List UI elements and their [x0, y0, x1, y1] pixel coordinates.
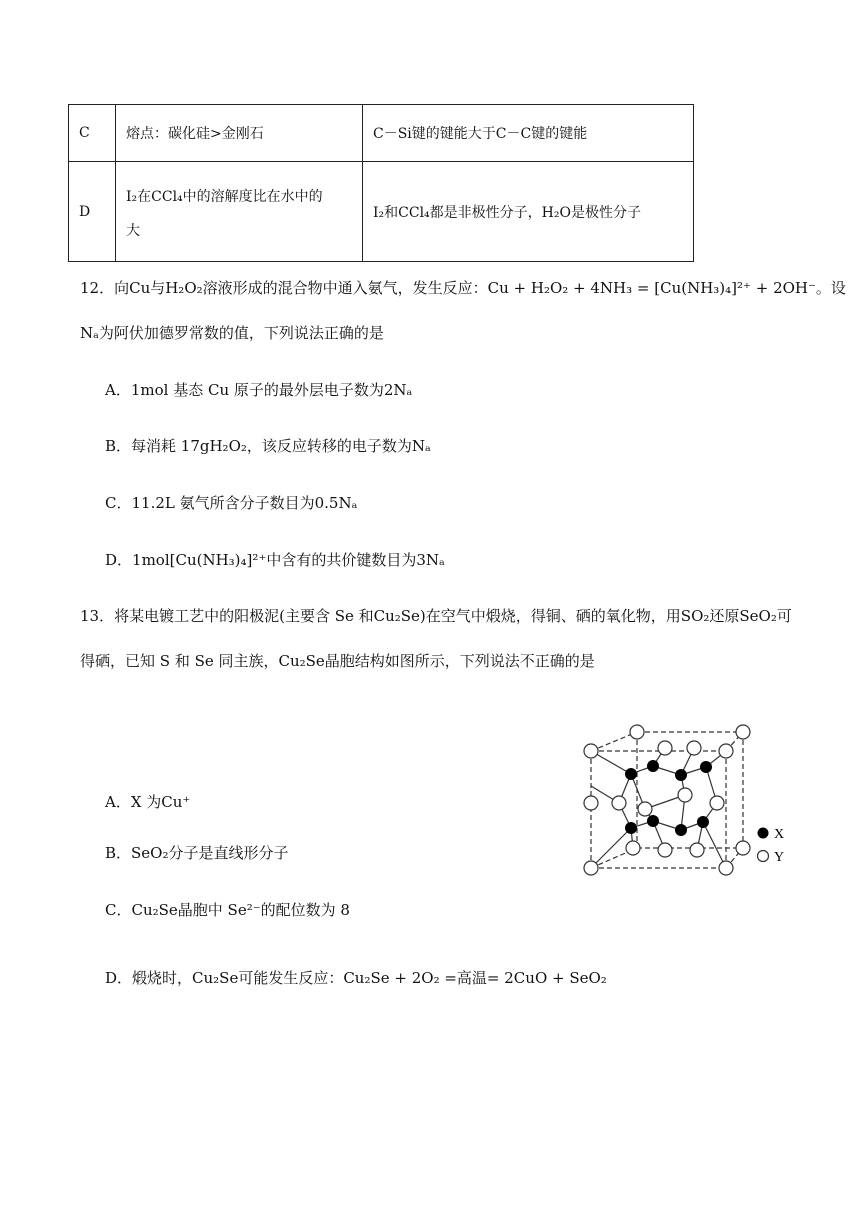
q13-stem-line2: 得硒，已知 S 和 Se 同主族，Cu₂Se晶胞结构如图所示，下列说法不正确的是: [80, 652, 595, 670]
crystal-cell-diagram: [575, 718, 805, 878]
statement-cell: 熔点：碳化硅>金刚石: [116, 105, 363, 162]
row-label: D: [69, 162, 116, 262]
options-table: [68, 104, 694, 262]
q12-stem-line2: Nₐ为阿伏加德罗常数的值，下列说法正确的是: [80, 324, 384, 342]
statement-cell: [116, 162, 363, 262]
reason-cell: C－Si键的键能大于C－C键的键能: [363, 105, 694, 162]
q13-stem-line1: 13．将某电镀工艺中的阳极泥(主要含 Se 和Cu₂Se)在空气中煅烧，得铜、硒的氧化物，用SO₂还原SeO₂可: [80, 607, 792, 625]
legend-y-label: Y: [774, 850, 785, 865]
q12-option-b: B．每消耗 17gH₂O₂，该反应转移的电子数为Nₐ: [105, 437, 431, 455]
q12-option-c: C．11.2L 氨气所含分子数目为0.5Nₐ: [105, 494, 358, 512]
table-row: [69, 162, 694, 262]
legend-x-marker: [758, 828, 769, 839]
table-row: [69, 105, 694, 162]
q12-stem-line1: 12．向Cu与H₂O₂溶液形成的混合物中通入氨气，发生反应：Cu + H₂O₂ + 4NH₃ = [Cu(NH₃)₄]²⁺ + 2OH⁻。设: [80, 279, 846, 297]
q12-option-d: D．1mol[Cu(NH₃)₄]²⁺中含有的共价键数目为3Nₐ: [105, 551, 445, 569]
statement-line: I₂在CCl₄中的溶解度比在水中的: [126, 188, 323, 205]
q13-option-d: D．煅烧时，Cu₂Se可能发生反应：Cu₂Se + 2O₂ =高温= 2CuO + SeO₂: [105, 969, 607, 987]
statement-line: 大: [126, 222, 140, 239]
reason-cell: I₂和CCl₄都是非极性分子，H₂O是极性分子: [363, 162, 694, 262]
q12-option-a: A．1mol 基态 Cu 原子的最外层电子数为2Nₐ: [105, 381, 413, 399]
q13-option-c: C．Cu₂Se晶胞中 Se²⁻的配位数为 8: [105, 901, 350, 919]
legend-x-label: X: [774, 827, 785, 842]
row-label: C: [69, 105, 116, 162]
q13-option-a: A．X 为Cu⁺: [105, 793, 191, 811]
legend-y-marker: [758, 851, 769, 862]
q13-option-b: B．SeO₂分子是直线形分子: [105, 844, 289, 862]
